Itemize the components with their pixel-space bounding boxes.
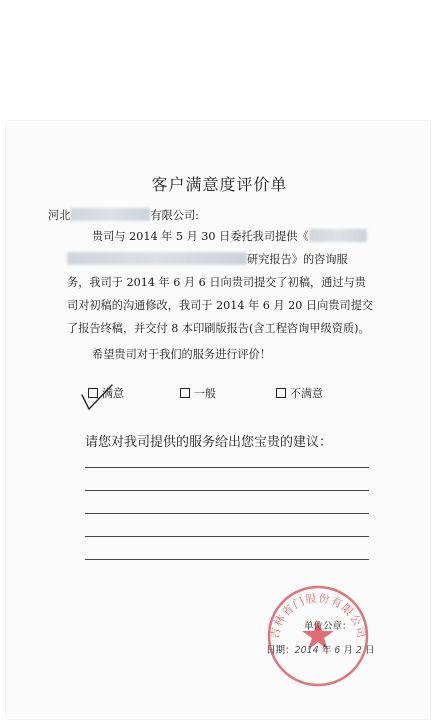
checkmark-icon [80,383,114,413]
body-text-2: 研究报告》的咨询服 [247,253,348,266]
feedback-prompt: 请您对我司提供的服务给出您宝贵的建议： [85,435,333,450]
body-line-4: 司对初稿的沟通修改，我司于 2014 年 6 月 20 日向贵司提交 [67,299,374,312]
feedback-line-4[interactable] [85,536,369,537]
date-line [266,642,375,656]
body-line-1 [92,228,367,244]
recipient-suffix: 有限公司: [150,209,199,222]
company-seal [262,580,374,692]
checkbox-average[interactable] [180,388,190,398]
date-month: 6 [334,645,341,656]
option-satisfied-label: 满意 [102,387,124,400]
body-line-3: 务，我司于 2014 年 6 月 6 日向贵司提交了初稿，通过与贵 [67,276,366,289]
feedback-line-5[interactable] [85,559,369,560]
date-day: 2 [355,645,362,656]
day-label: 日 [364,645,375,656]
feedback-line-1[interactable] [85,467,369,468]
date-year: 2014 [294,645,319,656]
option-unsatisfied[interactable] [276,385,323,401]
body-text-1: 贵司与 2014 年 5 月 30 日委托我司提供《 [92,230,309,243]
redacted-company-name [70,208,150,221]
option-unsatisfied-label: 不满意 [290,387,323,400]
body-line-6: 希望贵司对于我们的服务进行评价！ [92,348,272,361]
recipient-line [48,207,199,223]
date-label: 日期： [266,645,295,656]
option-average-label: 一般 [194,387,216,400]
seal-text: 吉林省门股份有限公司 [267,591,369,640]
body-line-2 [67,251,348,267]
year-label: 年 [321,645,332,656]
unit-seal-label: 单位公章： [304,621,352,632]
feedback-line-2[interactable] [85,490,369,491]
document-title: 客户满意度评价单 [151,175,288,194]
body-line-5: 了报告终稿，并交付 8 本印刷版报告(含工程咨询甲级资质)。 [67,322,370,335]
month-label: 月 [343,645,353,656]
redacted-project-name-cont [67,252,247,265]
redacted-project-name [309,229,367,242]
feedback-line-3[interactable] [85,513,369,514]
checkbox-unsatisfied[interactable] [276,388,286,398]
recipient-prefix: 河北 [48,209,71,222]
option-average[interactable] [180,385,216,401]
